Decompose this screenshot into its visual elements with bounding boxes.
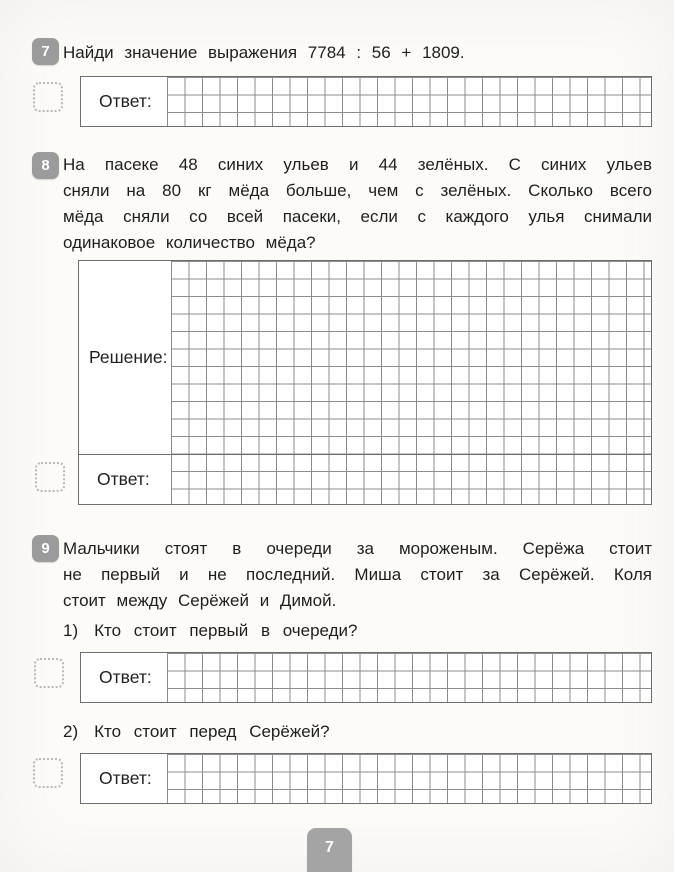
answer-label: Ответ: <box>81 754 167 803</box>
problem-9-q1-answer-box <box>80 652 652 703</box>
problem-7-answer-grid[interactable] <box>167 77 651 126</box>
problem-text-line: стоит между Серёжей и Димой. <box>63 591 337 610</box>
answer-label: Ответ: <box>81 77 167 126</box>
problem-8-score-checkbox[interactable] <box>35 462 65 492</box>
answer-label: Ответ: <box>81 653 167 702</box>
problem-text-line: мёда сняли со всей пасеки, если с каждого улья снимали <box>63 207 652 226</box>
problem-8-number-badge: 8 <box>32 152 59 179</box>
problem-9-q1-score-checkbox[interactable] <box>34 658 64 688</box>
problem-text-line: сняли на 80 кг мёда больше, чем с зелёных. Сколько всего <box>63 181 652 200</box>
subquestion-label: 1) <box>63 621 79 640</box>
problem-8-solution-grid[interactable] <box>171 261 651 504</box>
page-number-badge: 7 <box>307 828 352 872</box>
problem-8-solution-box <box>78 260 652 505</box>
problem-9-subquestion-1 <box>63 618 358 644</box>
problem-9-q2-answer-grid[interactable] <box>167 754 651 803</box>
subquestion-text: Кто стоит перед Серёжей? <box>94 722 330 741</box>
problem-text-line: Найди значение выражения 7784 : 56 + 1809. <box>63 43 465 62</box>
problem-text-line: Мальчики стоят в очереди за мороженым. Серёжа стоит <box>63 539 652 558</box>
problem-9-number-badge: 9 <box>32 535 59 562</box>
problem-9-subquestion-2 <box>63 719 330 745</box>
problem-7-number-badge: 7 <box>32 38 59 65</box>
problem-text-line: одинаковое количество мёда? <box>63 233 316 252</box>
problem-7-answer-box <box>80 76 652 127</box>
problem-text-line: На пасеке 48 синих ульев и 44 зелёных. С синих ульев <box>63 155 652 174</box>
problem-9-q2-answer-box <box>80 753 652 804</box>
subquestion-text: Кто стоит первый в очереди? <box>94 621 358 640</box>
subquestion-label: 2) <box>63 722 79 741</box>
problem-7-score-checkbox[interactable] <box>33 82 63 112</box>
problem-9-text <box>63 536 652 614</box>
solution-label: Решение: <box>89 347 168 367</box>
solution-label-column <box>79 261 171 504</box>
problem-9-q2-score-checkbox[interactable] <box>33 758 63 788</box>
answer-label: Ответ: <box>97 468 150 489</box>
answer-row-divider <box>79 454 651 455</box>
problem-8-text <box>63 152 652 256</box>
problem-7-text <box>63 40 652 66</box>
problem-9-q1-answer-grid[interactable] <box>167 653 651 702</box>
problem-text-line: не первый и не последний. Миша стоит за Серёжей. Коля <box>63 565 652 584</box>
